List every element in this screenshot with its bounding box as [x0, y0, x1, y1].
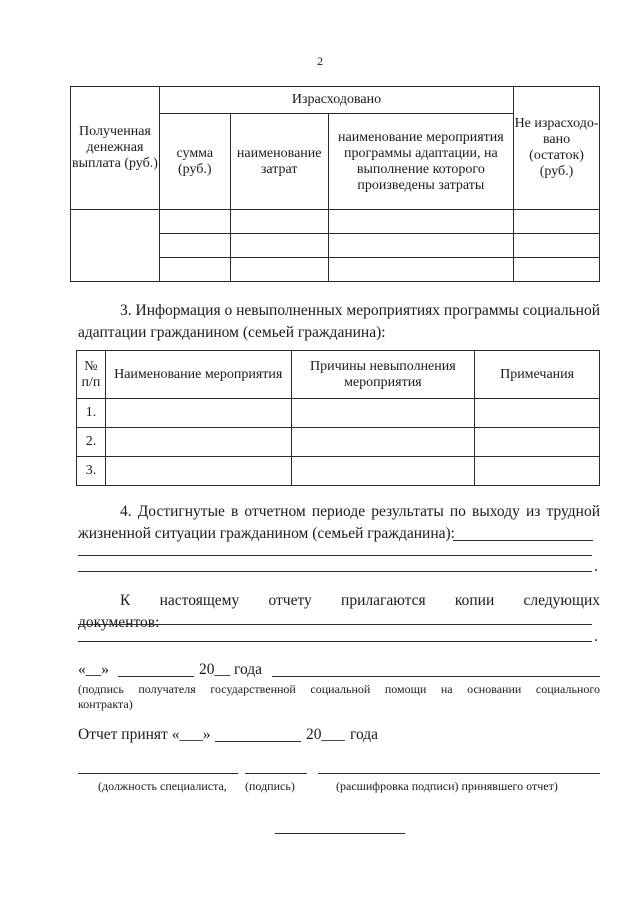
header-reason: Причины невыполнения мероприятия — [291, 351, 475, 399]
table-cell[interactable] — [291, 399, 475, 428]
caption-signature: (подпись) — [245, 779, 295, 793]
page-number: 2 — [317, 54, 323, 68]
table-cell[interactable] — [514, 210, 600, 234]
table-cell[interactable] — [475, 399, 600, 428]
row-number: 3. — [77, 457, 106, 486]
date-month-line[interactable] — [118, 676, 194, 677]
row-number: 2. — [77, 428, 106, 457]
result-line[interactable] — [453, 540, 593, 541]
end-mark: . — [594, 558, 598, 575]
date-year-word: года — [234, 661, 263, 678]
date-day: «__» — [78, 661, 109, 678]
table-cell[interactable] — [328, 210, 513, 234]
table-cell[interactable] — [328, 234, 513, 258]
table-cell[interactable] — [230, 258, 328, 282]
unfulfilled-table — [76, 350, 600, 486]
caption-position: (должность специалиста, — [98, 779, 227, 793]
result-line[interactable] — [78, 555, 592, 556]
table-cell[interactable] — [105, 428, 291, 457]
table-cell[interactable] — [159, 258, 230, 282]
header-spent: Израсходовано — [159, 87, 513, 114]
recipient-signature-line[interactable] — [272, 676, 600, 677]
table-cell[interactable] — [159, 234, 230, 258]
table-cell[interactable] — [230, 210, 328, 234]
specialist-position-line[interactable] — [78, 773, 238, 774]
row-number: 1. — [77, 399, 106, 428]
header-unspent: Не израсходо-вано (остаток) (руб.) — [514, 87, 600, 210]
header-measure: наименование мероприятия программы адаптации, на выполнение которого произведены затраты — [328, 114, 513, 210]
header-received: Полученная денежная выплата (руб.) — [71, 87, 160, 210]
table-cell[interactable] — [328, 258, 513, 282]
cell-received[interactable] — [71, 210, 160, 282]
header-num: № п/п — [77, 351, 106, 399]
accepted-month-line[interactable] — [215, 741, 301, 742]
accepted-label: Отчет принят «___» — [78, 726, 211, 743]
header-sum: сумма (руб.) — [159, 114, 230, 210]
attachments-line[interactable] — [78, 641, 592, 642]
section4-text: 4. Достигнутые в отчетном периоде результаты по выходу из трудной жизненной ситуации гражданином (семьей гражданина): — [78, 503, 600, 542]
recipient-signature-caption: (подпись получателя государственной социальной помощи на основании социального контракта) — [78, 682, 600, 711]
table-row — [77, 399, 600, 428]
table-cell[interactable] — [105, 399, 291, 428]
table-row — [77, 457, 600, 486]
table-cell[interactable] — [291, 428, 475, 457]
attachments-line[interactable] — [78, 624, 592, 625]
footer-line — [275, 833, 405, 834]
table-cell[interactable] — [475, 428, 600, 457]
section3-text: 3. Информация о невыполненных мероприятиях программы социальной адаптации гражданином (семьей гражданина): — [78, 302, 600, 341]
header-cost-name: наименование затрат — [230, 114, 328, 210]
table-cell[interactable] — [230, 234, 328, 258]
accepted-year: 20___ — [306, 726, 345, 743]
table-cell[interactable] — [514, 258, 600, 282]
specialist-decoding-line[interactable] — [318, 773, 600, 774]
accepted-year-word: года — [350, 726, 379, 743]
caption-decoding: (расшифровка подписи) принявшего отчет) — [336, 779, 558, 793]
header-notes: Примечания — [475, 351, 600, 399]
table-cell[interactable] — [105, 457, 291, 486]
result-line[interactable] — [78, 571, 592, 572]
table-cell[interactable] — [159, 210, 230, 234]
table-row — [77, 428, 600, 457]
table-cell[interactable] — [475, 457, 600, 486]
end-mark: . — [594, 628, 598, 645]
table-cell[interactable] — [514, 234, 600, 258]
date-year: 20__ — [199, 661, 230, 678]
table-cell[interactable] — [291, 457, 475, 486]
specialist-signature-line[interactable] — [245, 773, 307, 774]
header-name: Наименование мероприятия — [105, 351, 291, 399]
expenses-table — [70, 86, 600, 282]
attachments-text: К настоящему отчету прилагаются копии следующих документов: — [78, 592, 600, 631]
